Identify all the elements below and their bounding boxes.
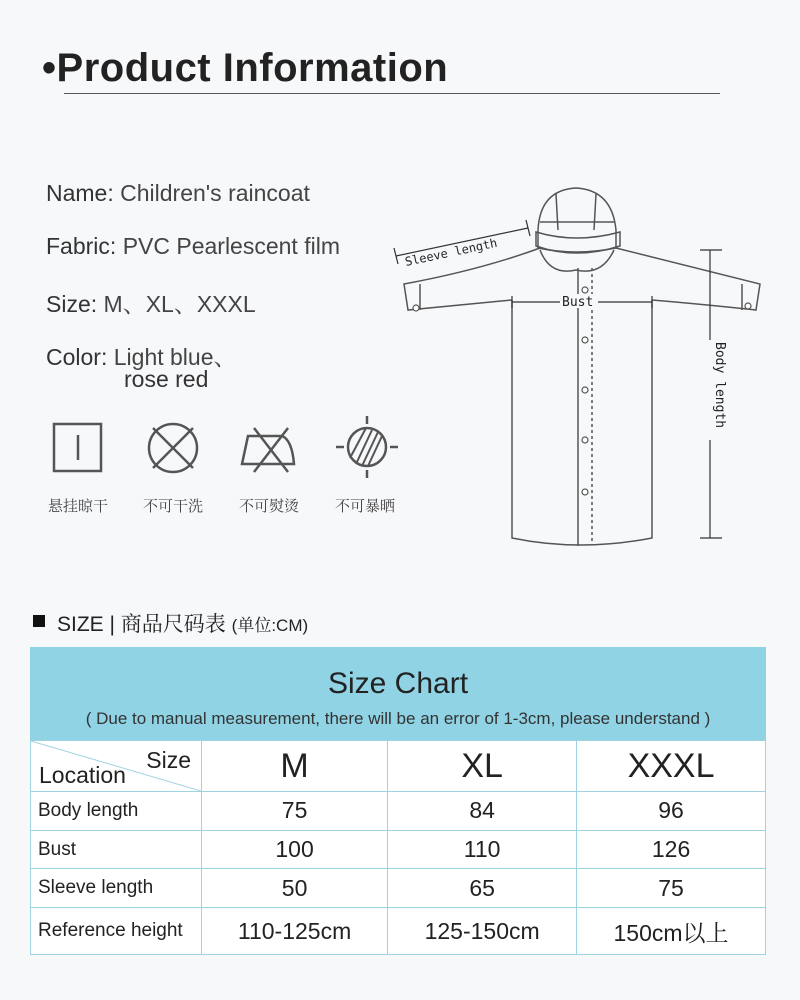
section-marker bbox=[33, 615, 45, 627]
table-cell: 65 bbox=[388, 869, 577, 908]
page-title bbox=[42, 46, 448, 91]
hang-dry-icon bbox=[52, 422, 104, 474]
size-unit: (单位:CM) bbox=[231, 616, 309, 635]
name-label: Name: bbox=[46, 180, 114, 206]
do-not-iron-icon bbox=[236, 420, 300, 476]
fabric-label: Fabric: bbox=[46, 233, 117, 259]
size-table bbox=[30, 740, 766, 955]
size-chart-title: Size Chart bbox=[327, 667, 469, 700]
corner-location-label: Location bbox=[39, 762, 126, 788]
table-cell: 75 bbox=[577, 869, 766, 908]
size-label: Size: bbox=[46, 291, 98, 317]
name-value: Children's raincoat bbox=[120, 180, 310, 206]
table-cell: 100 bbox=[202, 830, 388, 869]
column-header-xl: XL bbox=[388, 741, 577, 792]
title-text: Product Information bbox=[56, 46, 449, 90]
bust-label: Bust bbox=[562, 295, 594, 310]
title-divider bbox=[64, 93, 720, 94]
fabric-line bbox=[46, 233, 340, 260]
row-label: Reference height bbox=[31, 908, 202, 955]
care-label-iron: 不可熨烫 bbox=[238, 498, 299, 515]
care-label-wash: 不可干洗 bbox=[142, 498, 203, 515]
do-not-wash-icon bbox=[145, 420, 201, 476]
table-row bbox=[31, 830, 766, 869]
sleeve-length-label: Sleeve length bbox=[403, 235, 499, 269]
size-line bbox=[46, 286, 256, 319]
corner-cell bbox=[31, 741, 202, 792]
name-line bbox=[46, 180, 310, 207]
row-label: Sleeve length bbox=[31, 869, 202, 908]
table-cell: 110-125cm bbox=[202, 908, 388, 955]
raincoat-diagram bbox=[380, 180, 780, 560]
column-header-m: M bbox=[202, 741, 388, 792]
care-label-sun: 不可暴晒 bbox=[334, 498, 395, 515]
table-row bbox=[31, 908, 766, 955]
table-cell: 96 bbox=[577, 792, 766, 831]
size-chart-note: ( Due to manual measurement, there will be an error of 1-3cm, please understand ) bbox=[85, 709, 711, 728]
color-value-1: Light blue、 bbox=[113, 344, 237, 370]
table-cell: 50 bbox=[202, 869, 388, 908]
care-label-hang: 悬挂晾干 bbox=[47, 498, 108, 515]
table-cell: 125-150cm bbox=[388, 908, 577, 955]
table-cell: 150cm以上 bbox=[577, 908, 766, 955]
table-row bbox=[31, 869, 766, 908]
size-title-text: SIZE | 商品尺码表 bbox=[57, 613, 226, 636]
size-section-title bbox=[57, 608, 308, 638]
table-cell: 75 bbox=[202, 792, 388, 831]
body-length-label: Body length bbox=[712, 342, 727, 429]
color-label: Color: bbox=[46, 344, 108, 370]
fabric-value: PVC Pearlescent film bbox=[122, 233, 340, 259]
table-cell: 84 bbox=[388, 792, 577, 831]
table-cell: 110 bbox=[388, 830, 577, 869]
table-cell: 126 bbox=[577, 830, 766, 869]
column-header-xxxl: XXXL bbox=[577, 741, 766, 792]
row-label: Bust bbox=[31, 830, 202, 869]
size-chart-header bbox=[30, 647, 766, 740]
title-bullet: • bbox=[42, 46, 57, 90]
row-label: Body length bbox=[31, 792, 202, 831]
table-header-row bbox=[31, 741, 766, 792]
table-row bbox=[31, 792, 766, 831]
color-value-2: rose red bbox=[124, 366, 209, 392]
corner-size-label: Size bbox=[146, 747, 191, 773]
size-value: M、XL、XXXL bbox=[103, 291, 256, 317]
